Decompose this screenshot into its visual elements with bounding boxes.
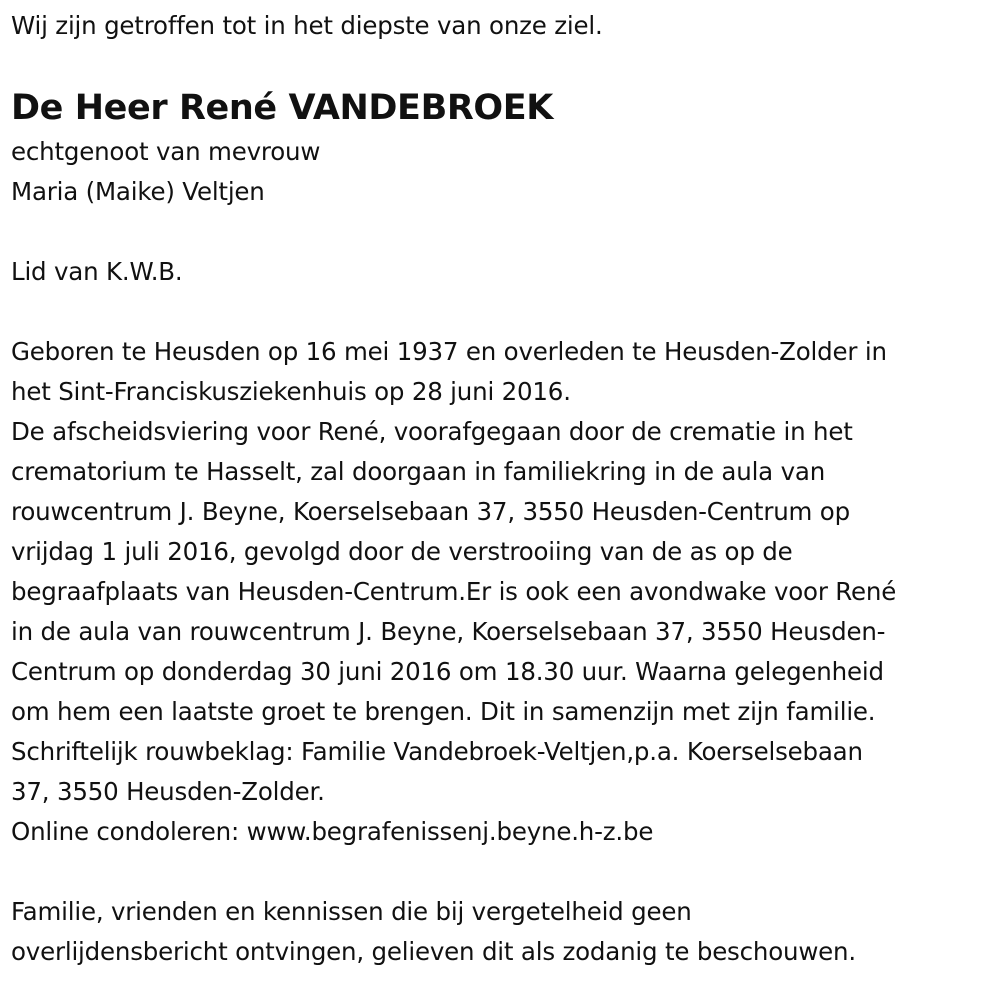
deceased-name: De Heer René VANDEBROEK <box>11 88 553 128</box>
body-line: vrijdag 1 juli 2016, gevolgd door de verstrooiing van de as op de <box>11 537 793 566</box>
body-line: om hem een laatste groet te brengen. Dit in samenzijn met zijn familie. <box>11 697 876 726</box>
body-line: rouwcentrum J. Beyne, Koerselsebaan 37, 3550 Heusden-Centrum op <box>11 497 850 526</box>
body-line: 37, 3550 Heusden-Zolder. <box>11 777 325 806</box>
body-line: De afscheidsviering voor René, voorafgegaan door de crematie in het <box>11 417 853 446</box>
body-line: in de aula van rouwcentrum J. Beyne, Koerselsebaan 37, 3550 Heusden- <box>11 617 886 646</box>
membership-text: Lid van K.W.B. <box>11 257 183 286</box>
closing-line: Familie, vrienden en kennissen die bij vergetelheid geen <box>11 897 692 926</box>
closing-line: overlijdensbericht ontvingen, gelieven dit als zodanig te beschouwen. <box>11 937 856 966</box>
spouse-line: Maria (Maike) Veltjen <box>11 177 265 206</box>
closing-paragraph <box>11 892 991 972</box>
body-line-condolence-url: Online condoleren: www.begrafenissenj.beyne.h-z.be <box>11 817 654 846</box>
spouse-line: echtgenoot van mevrouw <box>11 137 321 166</box>
body-paragraph <box>11 332 991 852</box>
body-line: het Sint-Franciskusziekenhuis op 28 juni 2016. <box>11 377 571 406</box>
intro-text: Wij zijn getroffen tot in het diepste van onze ziel. <box>11 11 603 40</box>
body-line: begraafplaats van Heusden-Centrum.Er is ook een avondwake voor René <box>11 577 897 606</box>
body-line: Geboren te Heusden op 16 mei 1937 en overleden te Heusden-Zolder in <box>11 337 887 366</box>
spacer <box>11 292 991 332</box>
spacer <box>11 852 991 892</box>
body-line: Schriftelijk rouwbeklag: Familie Vandebroek-Veltjen,p.a. Koerselsebaan <box>11 737 863 766</box>
spacer <box>11 212 991 252</box>
body-line: Centrum op donderdag 30 juni 2016 om 18.30 uur. Waarna gelegenheid <box>11 657 884 686</box>
spouse-block <box>11 132 991 212</box>
body-line: crematorium te Hasselt, zal doorgaan in familiekring in de aula van <box>11 457 826 486</box>
obituary-document <box>11 0 991 972</box>
